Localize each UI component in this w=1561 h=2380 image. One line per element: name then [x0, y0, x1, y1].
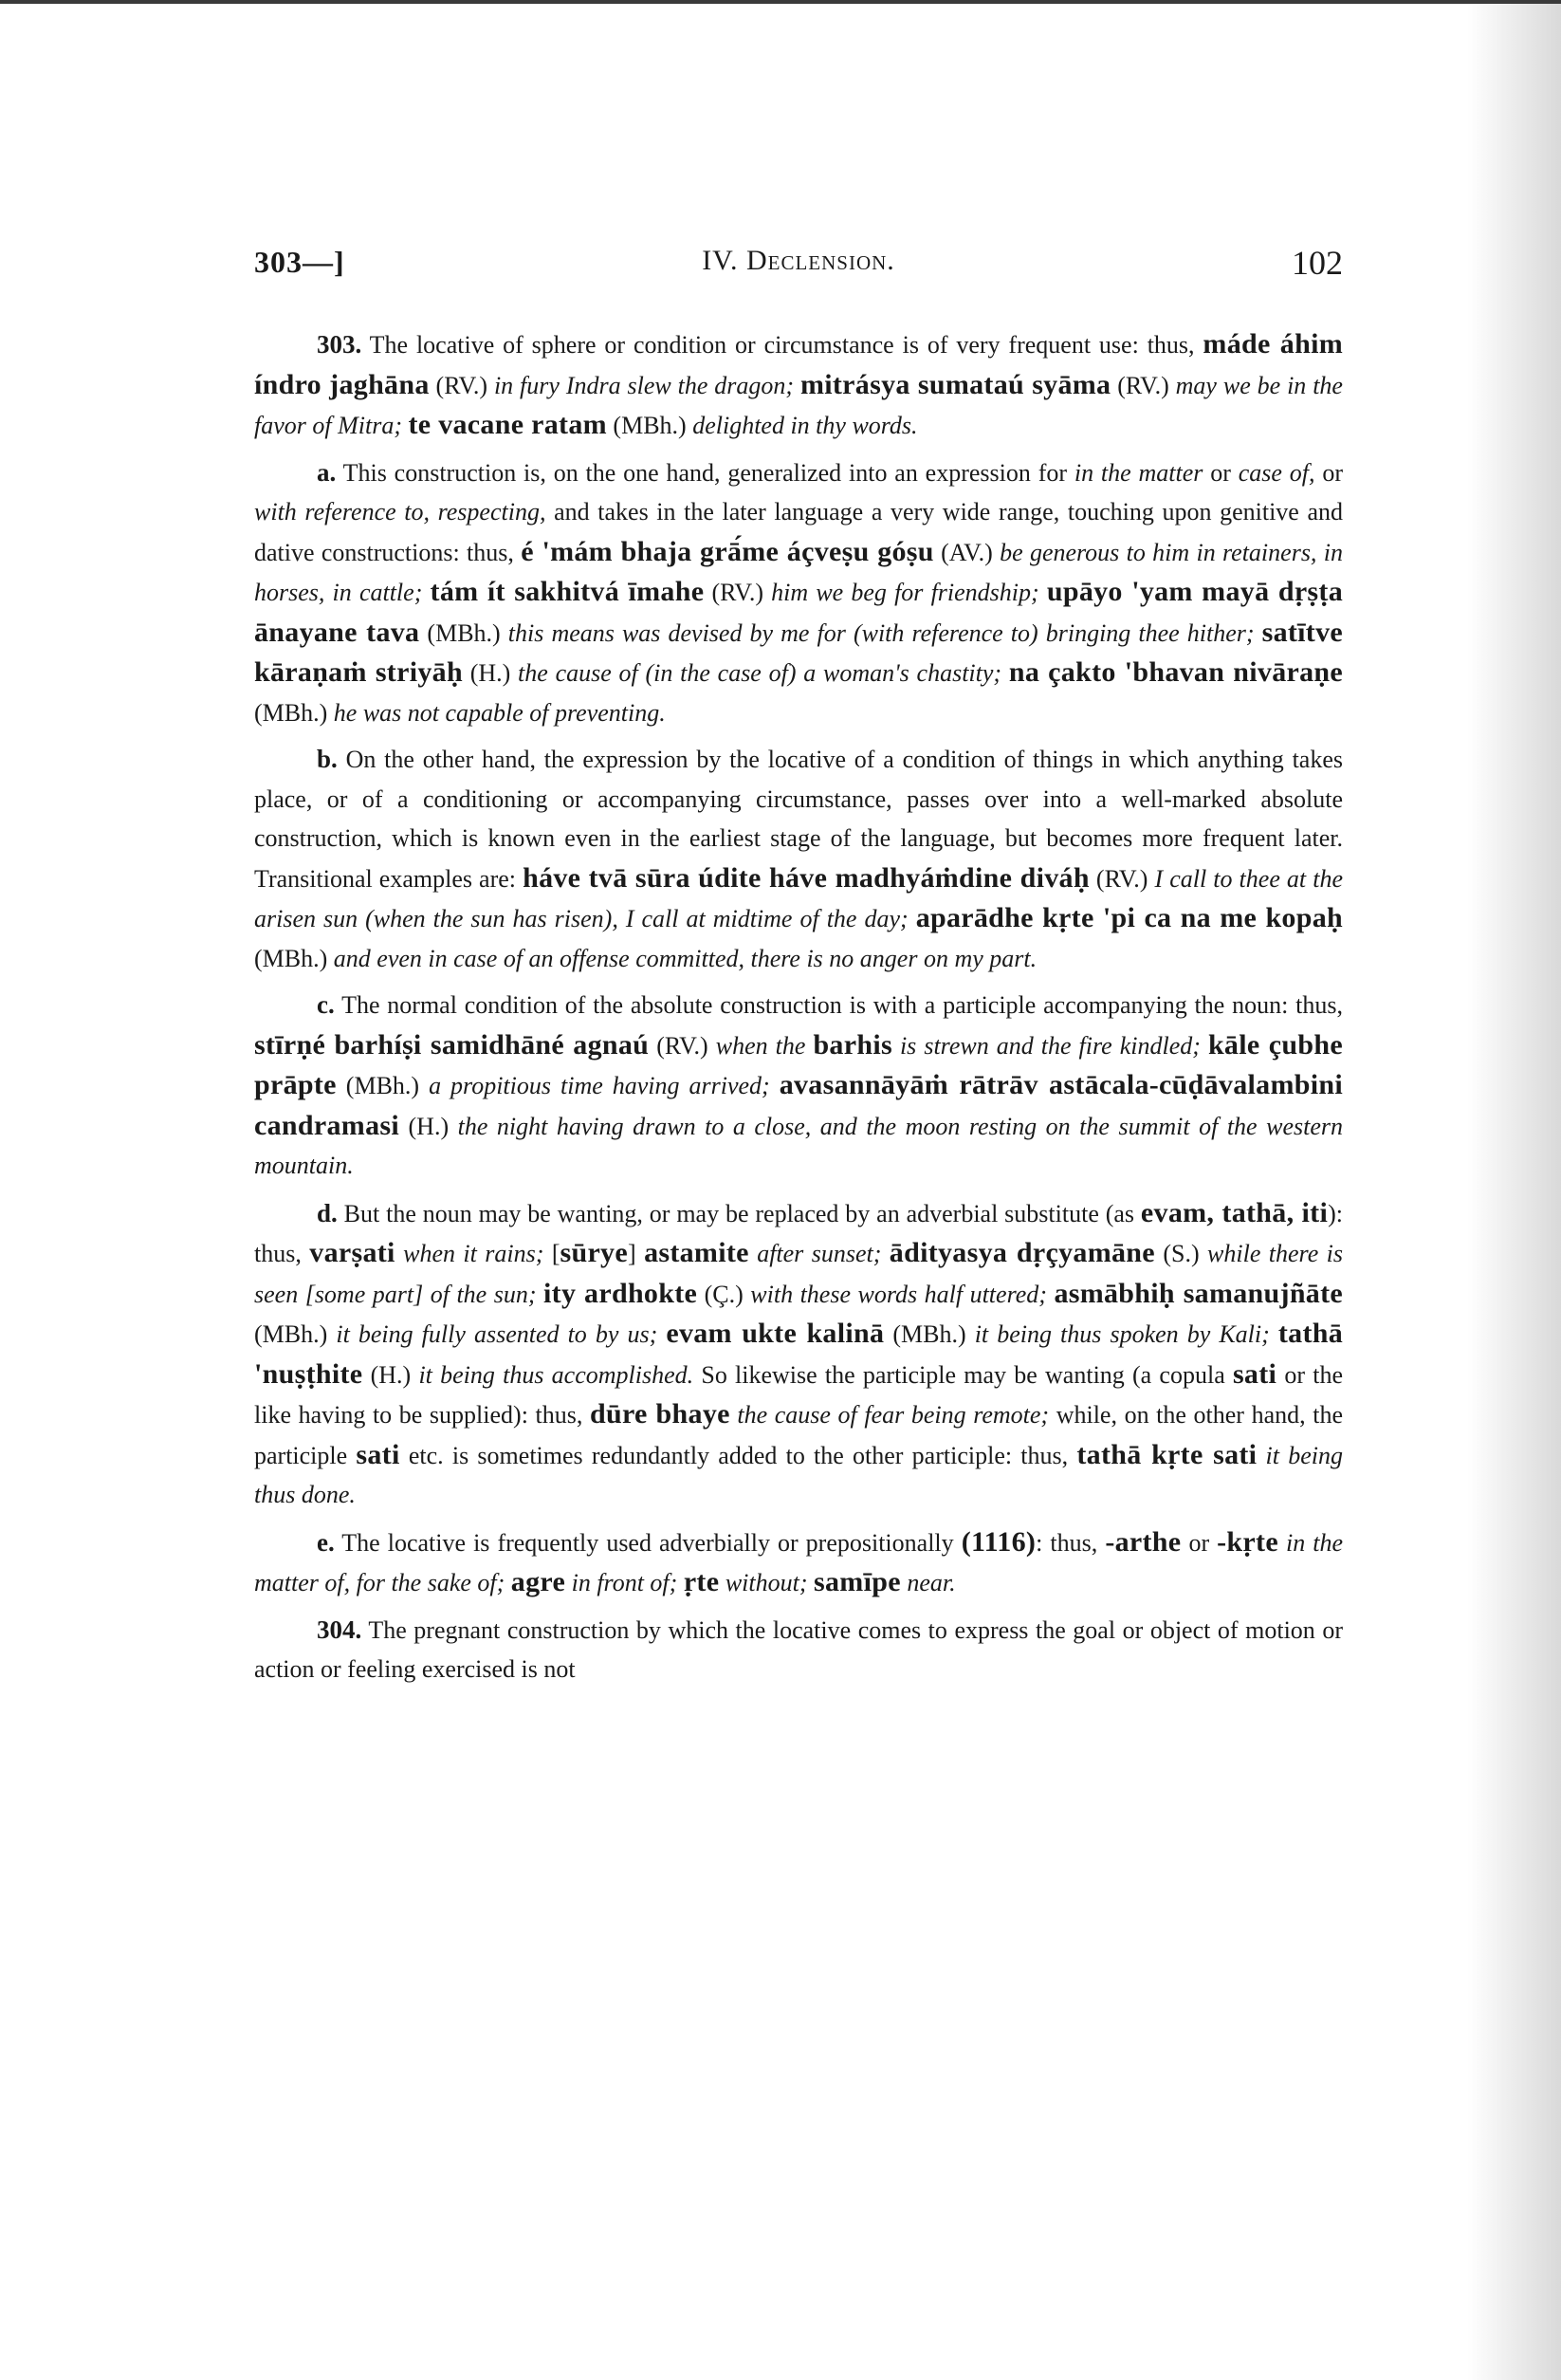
sanskrit-term: evam ukte kalinā — [666, 1318, 885, 1349]
translation: in fury Indra slew the dragon; — [493, 371, 795, 399]
sanskrit-term: evam, tathā, iti — [1140, 1196, 1329, 1228]
chapter-title: IV. Declension. — [702, 245, 895, 276]
sanskrit-term: -arthe — [1105, 1525, 1182, 1558]
text: : thus, — [1036, 1528, 1106, 1557]
sanskrit-term: ity ardhokte — [543, 1277, 698, 1309]
text — [1001, 659, 1009, 687]
sanskrit-term: stīrṇé barhíṣi samidhāné agnaú — [254, 1028, 650, 1061]
sanskrit-term: é 'mám bhaja grā́me áçveṣu góṣu — [521, 535, 934, 567]
translation: he was not capable of preventing. — [333, 698, 666, 727]
sanskrit-term: na çakto 'bhavan nivāraṇe — [1008, 656, 1344, 688]
text — [1278, 1529, 1286, 1557]
sanskrit-term: háve tvā sūra údite háve madhyáṁdine diváḥ — [523, 861, 1090, 894]
translation: him we beg for friendship; — [771, 579, 1039, 606]
sanskrit-term: varṣati — [309, 1237, 395, 1268]
text: or — [1203, 458, 1239, 487]
section-number: e. — [317, 1527, 335, 1557]
sanskrit-term: te vacane ratam — [408, 409, 607, 440]
sanskrit-term: tathā 'nuṣṭhite — [254, 1318, 1344, 1390]
sanskrit-term: agre — [510, 1566, 566, 1597]
section-number: c. — [317, 990, 335, 1019]
sanskrit-term: sūrye — [560, 1237, 628, 1268]
sanskrit-term: ṛte — [683, 1566, 720, 1597]
text: (RV.) — [1089, 864, 1155, 893]
text — [657, 1320, 666, 1348]
translation: with reference to, respecting, — [254, 498, 546, 526]
translation: in the matter — [1074, 458, 1203, 487]
translation: the night having drawn to a close, and the moon resting on the summit of the western mountain. — [254, 1112, 1343, 1179]
text — [1039, 579, 1047, 606]
text: (MBh.) — [336, 1072, 430, 1099]
text: (MBh.) — [606, 412, 693, 439]
section-range: 303—] — [254, 245, 345, 279]
section-number: d. — [317, 1198, 338, 1227]
text: (H.) — [462, 659, 519, 687]
translation: case of, — [1238, 458, 1315, 487]
text: (RV.) — [649, 1031, 716, 1060]
translation: in front of; — [571, 1569, 678, 1596]
translation: I call to thee at the arisen sun (when the sun has risen), I call at midtime of the day; — [254, 864, 1343, 932]
text: ] — [627, 1240, 645, 1267]
sanskrit-term: tám ít sakhitvá īmahe — [430, 576, 705, 607]
text: The pregnant construction by which the locative comes to express the goal or object of motion or action or feeling exercised is not — [254, 1615, 1343, 1683]
text: This construction is, on the one hand, generalized into an expression for — [336, 458, 1074, 487]
text: The locative is frequently used adverbially or prepositionally — [334, 1528, 962, 1557]
text — [770, 1072, 780, 1099]
text: or — [1181, 1528, 1218, 1557]
text: (Ç.) — [697, 1280, 751, 1308]
section-303 — [254, 324, 1343, 446]
text — [749, 1240, 757, 1267]
section-number: 304. — [317, 1614, 362, 1644]
translation: it being thus accomplished. — [418, 1360, 694, 1389]
sanskrit-term: upāyo 'yam mayā dṛṣṭa ānayane tava — [254, 576, 1343, 648]
top-border — [0, 0, 1561, 4]
text: or the like having to be supplied): thus, — [254, 1360, 1344, 1429]
text — [1257, 1442, 1265, 1469]
translation: delighted in thy words. — [692, 412, 918, 439]
text: or — [1314, 458, 1343, 487]
translation: while there is seen [some part] of the sun; — [254, 1240, 1343, 1308]
sanskrit-term: -kṛte — [1217, 1525, 1278, 1558]
text: On the other hand, the expression by the locative of a condition of things in which anything takes place, or of a conditioning or accompanying circumstance, passes over into a well-marked absolute construction, which is known even in the earliest stage of the language, but becomes more frequent later. Transitional examples are: — [254, 746, 1343, 893]
page-number: 102 — [1292, 244, 1343, 282]
section-303c — [254, 986, 1343, 1186]
translation: this means was devised by me for (with reference to) bringing thee hither; — [507, 618, 1255, 647]
running-header — [254, 243, 1343, 285]
sanskrit-term: máde áhim índro jaghāna — [254, 328, 1344, 400]
text: (S.) — [1154, 1240, 1208, 1267]
translation: near. — [907, 1569, 956, 1596]
sanskrit-term: avasannāyāṁ rātrāv astācala-cūḍāvalambini candramasi — [254, 1069, 1343, 1141]
text: (MBh.) — [884, 1320, 975, 1348]
translation: is strewn and the fire kindled; — [891, 1031, 1201, 1060]
sanskrit-term: ādityasya dṛçyamāne — [889, 1237, 1155, 1268]
sanskrit-term: kāle çubhe prāpte — [254, 1028, 1343, 1100]
translation: be generous to him in retainers, in horses, in cattle; — [254, 538, 1343, 606]
sanskrit-term: sati — [356, 1438, 400, 1470]
translation: in the matter of, for the sake of; — [254, 1528, 1343, 1596]
text: while, on the other hand, the participle — [254, 1401, 1343, 1469]
translation: the cause of fear being remote; — [737, 1401, 1050, 1429]
translation: may we be in the favor of Mitra; — [254, 371, 1343, 439]
sanskrit-term: aparādhe kṛte 'pi ca na me kopaḥ — [915, 902, 1344, 933]
translation: when the — [715, 1031, 814, 1060]
translation: without; — [725, 1569, 808, 1596]
text: (RV.) — [429, 371, 494, 399]
translation: with these words half uttered; — [750, 1280, 1047, 1308]
text: So likewise the participle may be wanting (a copula — [693, 1360, 1233, 1389]
text — [794, 372, 800, 399]
section-303a — [254, 453, 1343, 733]
translation: it being thus spoken by Kali; — [974, 1320, 1270, 1348]
text: (MBh.) — [254, 944, 334, 972]
section-number: 303. — [317, 330, 362, 359]
translation: and even in case of an offense committed, there is no anger on my part. — [333, 944, 1038, 972]
sanskrit-term: mitrásya sumataú syāma — [799, 368, 1111, 400]
section-303d — [254, 1193, 1343, 1515]
text: (MBh.) — [254, 698, 334, 727]
section-number: b. — [317, 745, 338, 773]
text: etc. is sometimes redundantly added to the other participle: thus, — [399, 1441, 1077, 1469]
text — [1270, 1320, 1278, 1348]
section-304 — [254, 1611, 1343, 1689]
text — [395, 1240, 403, 1267]
translation: a propitious time having arrived; — [429, 1072, 770, 1099]
text: [ — [543, 1240, 560, 1267]
text: (RV.) — [704, 579, 772, 606]
sanskrit-term: samīpe — [814, 1566, 901, 1597]
text: The locative of sphere or condition or circumstance is of very frequent use: thus, — [361, 331, 1203, 359]
text: The normal condition of the absolute construction is with a participle accompanying the noun: thus, — [334, 991, 1343, 1019]
sanskrit-term: satītve kāraṇaṁ striyāḥ — [254, 616, 1344, 688]
text — [1255, 619, 1262, 647]
text: ): thus, — [254, 1199, 1343, 1267]
text — [422, 579, 430, 606]
text: (RV.) — [1111, 371, 1176, 399]
sanskrit-term: barhis — [813, 1028, 892, 1061]
sanskrit-term: sati — [1232, 1357, 1277, 1390]
text: (MBh.) — [419, 618, 508, 647]
sanskrit-term: astamite — [644, 1237, 749, 1268]
section-303e — [254, 1522, 1343, 1603]
section-303b — [254, 740, 1343, 978]
text: (H.) — [362, 1360, 419, 1389]
sanskrit-term: dūre bhaye — [589, 1398, 730, 1430]
text: (AV.) — [933, 538, 1001, 566]
text: (H.) — [399, 1112, 458, 1140]
translation: when it rains; — [403, 1240, 544, 1267]
text: (MBh.) — [254, 1320, 337, 1348]
sanskrit-term: asmābhiḥ samanujñāte — [1054, 1277, 1344, 1309]
sanskrit-term: tathā kṛte sati — [1076, 1438, 1258, 1470]
page-body — [254, 324, 1343, 1697]
translation: it being fully assented to by us; — [336, 1320, 658, 1348]
text: and takes in the later language a very wide range, touching upon genitive and dative constructions: thus, — [254, 498, 1343, 566]
translation: it being thus done. — [254, 1441, 1343, 1508]
translation: after sunset; — [757, 1240, 882, 1267]
text — [1201, 1032, 1208, 1060]
text — [881, 1240, 889, 1267]
section-number: a. — [317, 457, 337, 487]
sanskrit-term: (1116) — [961, 1525, 1037, 1558]
translation: the cause of (in the case of) a woman's chastity; — [518, 659, 1002, 687]
text — [537, 1281, 544, 1308]
text: But the noun may be wanting, or may be replaced by an adverbial substitute (as — [337, 1199, 1141, 1227]
text — [909, 905, 916, 932]
